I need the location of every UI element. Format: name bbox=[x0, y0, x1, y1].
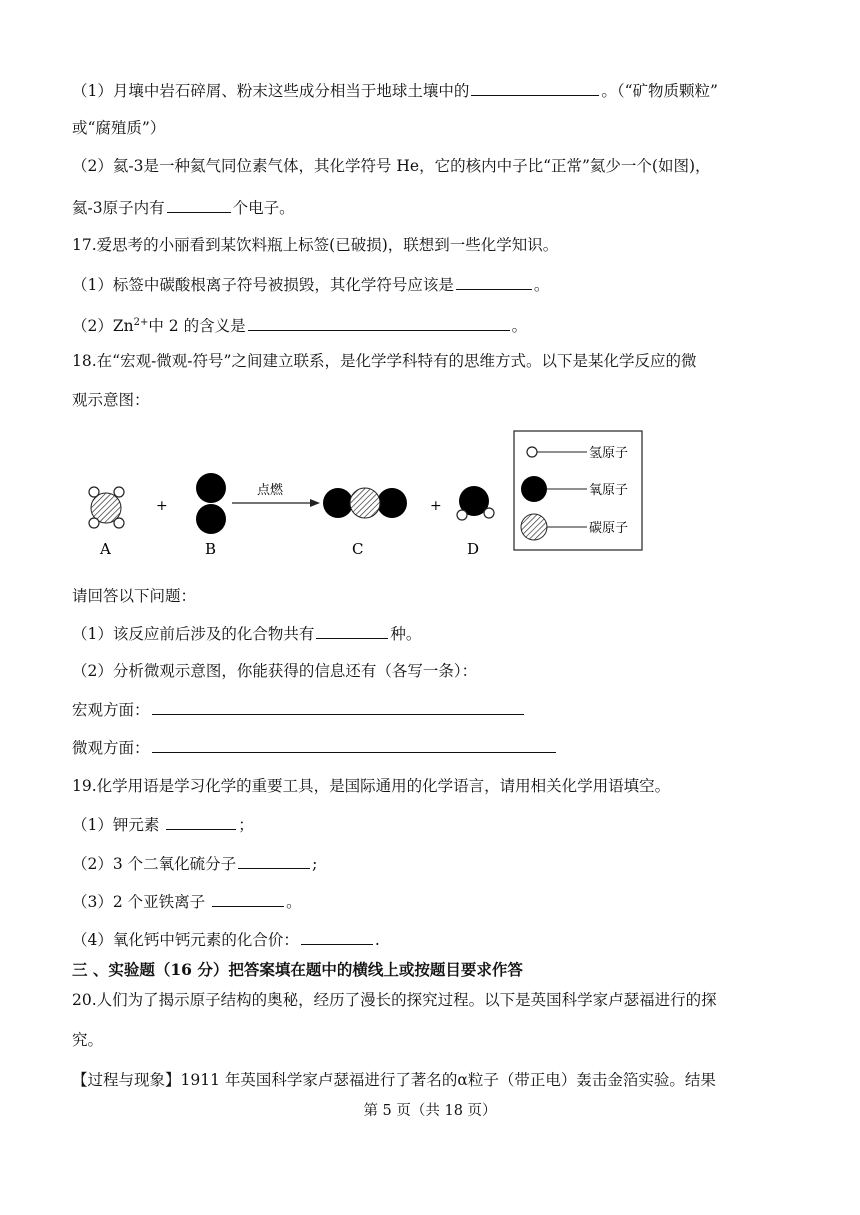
q17-stem: 17.爱思考的小丽看到某饮料瓶上标签(已破损)，联想到一些化学知识。 bbox=[72, 236, 559, 254]
q18-stem: 18.在“宏观-微观-符号”之间建立联系，是化学学科特有的思维方式。以下是某化学反应的微 bbox=[72, 352, 697, 370]
q18-part1: （1）该反应前后涉及的化合物共有 种。 bbox=[72, 625, 422, 643]
q18-prompt: 请回答以下问题： bbox=[72, 587, 197, 605]
reaction-condition: 点燃 bbox=[257, 483, 284, 498]
answer-blank[interactable] bbox=[212, 891, 284, 907]
answer-blank[interactable] bbox=[248, 315, 510, 331]
q17-part1: （1）标签中碳酸根离子符号被损毁，其化学符号应该是 。 bbox=[72, 276, 550, 294]
q19-stem: 19.化学用语是学习化学的重要工具，是国际通用的化学语言，请用相关化学用语填空。 bbox=[72, 777, 671, 795]
answer-blank[interactable] bbox=[152, 737, 556, 753]
q18-macro: 宏观方面： bbox=[72, 699, 800, 720]
answer-blank[interactable] bbox=[471, 80, 599, 96]
reaction-arrow bbox=[232, 499, 320, 507]
molecule-b bbox=[196, 473, 226, 534]
reaction-diagram bbox=[80, 428, 660, 568]
answer-blank[interactable] bbox=[301, 929, 373, 945]
answer-blank[interactable] bbox=[167, 197, 231, 213]
q20-stem-cont: 究。 bbox=[72, 1031, 104, 1049]
label-a: A bbox=[100, 540, 111, 558]
q16-part1: （1）月壤中岩石碎屑、粉末这些成分相当于地球土壤中的 。（“矿物质颗粒” bbox=[72, 82, 718, 100]
answer-blank[interactable] bbox=[166, 814, 236, 830]
label-d: D bbox=[467, 540, 480, 558]
q18-part2: （2）分析微观示意图，你能获得的信息还有（各写一条）： bbox=[72, 662, 478, 680]
answer-blank[interactable] bbox=[152, 699, 524, 715]
answer-blank[interactable] bbox=[456, 274, 532, 290]
q17-part2: $(2)Zn^{2+}$中 2 的含义是 。 bbox=[72, 317, 528, 336]
page-footer: 第 5 页（共 18 页） bbox=[363, 1103, 497, 1119]
section-heading: 三 、实验题（16 分）把答案填在题中的横线上或按题目要求作答 bbox=[72, 960, 523, 979]
q16-part1-cont: 或“腐殖质”） bbox=[72, 119, 166, 137]
plus-sign: + bbox=[430, 498, 442, 514]
molecule-d bbox=[457, 486, 494, 520]
label-b: B bbox=[205, 540, 217, 558]
legend-oxygen: 氧原子 bbox=[589, 483, 629, 498]
answer-blank[interactable] bbox=[238, 853, 310, 869]
label-c: C bbox=[352, 540, 364, 558]
q19-part2: （2）3 个二氧化硫分子 ; bbox=[72, 855, 318, 873]
molecule-a bbox=[89, 487, 124, 528]
q19-part3: （3）2 个亚铁离子 。 bbox=[72, 893, 302, 911]
plus-sign: + bbox=[156, 498, 168, 514]
legend bbox=[514, 431, 642, 550]
q16-part2-cont: 氦-3原子内有 个电子。 bbox=[72, 199, 295, 217]
legend-hydrogen: 氢原子 bbox=[589, 446, 629, 461]
q19-part4: （4）氧化钙中钙元素的化合价： . bbox=[72, 931, 380, 949]
q18-stem-cont: 观示意图： bbox=[72, 391, 150, 409]
molecule-c bbox=[323, 488, 407, 518]
q18-micro: 微观方面： bbox=[72, 737, 800, 758]
q19-part1: （1）钾元素 ； bbox=[72, 816, 254, 834]
q20-process: 【过程与现象】1911 年英国科学家卢瑟福进行了著名的α粒子（带正电）轰击金箔实验。结果 bbox=[72, 1071, 716, 1089]
answer-blank[interactable] bbox=[316, 623, 388, 639]
q16-part2: （2）氦-3是一种氦气同位素气体，其化学符号 He，它的核内中子比“正常”氦少一个(如图)， bbox=[72, 157, 711, 175]
q20-stem: 20.人们为了揭示原子结构的奥秘，经历了漫长的探究过程。以下是英国科学家卢瑟福进行的探 bbox=[72, 991, 717, 1009]
legend-carbon: 碳原子 bbox=[589, 521, 629, 536]
